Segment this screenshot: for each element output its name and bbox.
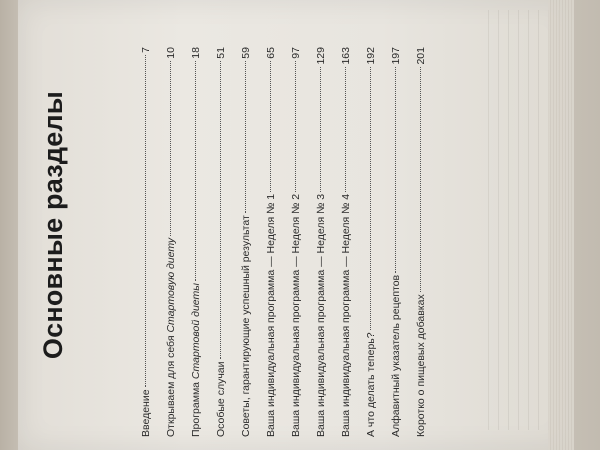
toc-entry-label: А что делать теперь?	[365, 332, 377, 437]
toc-entry-page: 197	[390, 47, 402, 65]
toc-entry-page: 51	[215, 47, 227, 59]
leader-dots	[270, 61, 271, 192]
toc-entry-label: Коротко о пищевых добавках	[415, 294, 427, 437]
toc-entry-week-2	[290, 47, 315, 437]
toc-entry-page: 59	[240, 47, 252, 59]
toc-entry-tips	[240, 47, 265, 437]
leader-dots	[320, 67, 321, 192]
toc-entry-page: 97	[290, 47, 302, 59]
leader-dots	[295, 61, 296, 192]
toc-entry-page: 201	[415, 47, 427, 65]
toc-entry-label: Ваша индивидуальная программа — Неделя № 1	[265, 193, 277, 437]
leader-dots	[370, 67, 371, 331]
leader-dots	[395, 67, 396, 273]
toc-entry-page: 10	[165, 47, 177, 59]
leader-dots	[245, 61, 246, 214]
toc-entry-program	[190, 47, 215, 437]
toc-entry-what-next	[365, 47, 390, 437]
toc-entry-label: Особые случаи	[215, 361, 227, 437]
toc-entry-week-4	[340, 47, 365, 437]
toc-entry-special	[215, 47, 240, 437]
toc-entry-page: 18	[190, 47, 202, 59]
toc-entry-week-1	[265, 47, 290, 437]
toc-entry-page: 65	[265, 47, 277, 59]
toc-entry-label: Советы, гарантирующие успешный результат	[240, 215, 252, 437]
toc-entry-discover	[165, 47, 190, 437]
leader-dots	[345, 67, 346, 192]
toc-entry-supplements	[415, 47, 440, 437]
toc-entry-page: 192	[365, 47, 377, 65]
toc-entry-page: 7	[140, 47, 152, 53]
toc-entry-page: 163	[340, 47, 352, 65]
toc-entry-label: Программа Стартовой диеты	[190, 283, 202, 437]
toc-entry-label: Ваша индивидуальная программа — Неделя № 4	[340, 193, 352, 437]
leader-dots	[170, 61, 171, 236]
leader-dots	[145, 55, 146, 388]
toc-entry-week-3	[315, 47, 340, 437]
toc-entry-label: Введение	[140, 389, 152, 437]
toc-entry-label: Ваша индивидуальная программа — Неделя № 2	[290, 193, 302, 437]
leader-dots	[195, 61, 196, 281]
leader-dots	[420, 67, 421, 293]
leader-dots	[220, 61, 221, 360]
toc-entry-label: Открываем для себя Стартовую диету	[165, 237, 177, 437]
table-of-contents	[140, 47, 440, 437]
toc-entry-page: 129	[315, 47, 327, 65]
toc-entry-recipe-index	[390, 47, 415, 437]
toc-entry-intro	[140, 47, 165, 437]
toc-entry-label: Ваша индивидуальная программа — Неделя № 3	[315, 193, 327, 437]
page-title: Основные разделы	[38, 90, 68, 360]
toc-entry-label: Алфавитный указатель рецептов	[390, 274, 402, 437]
